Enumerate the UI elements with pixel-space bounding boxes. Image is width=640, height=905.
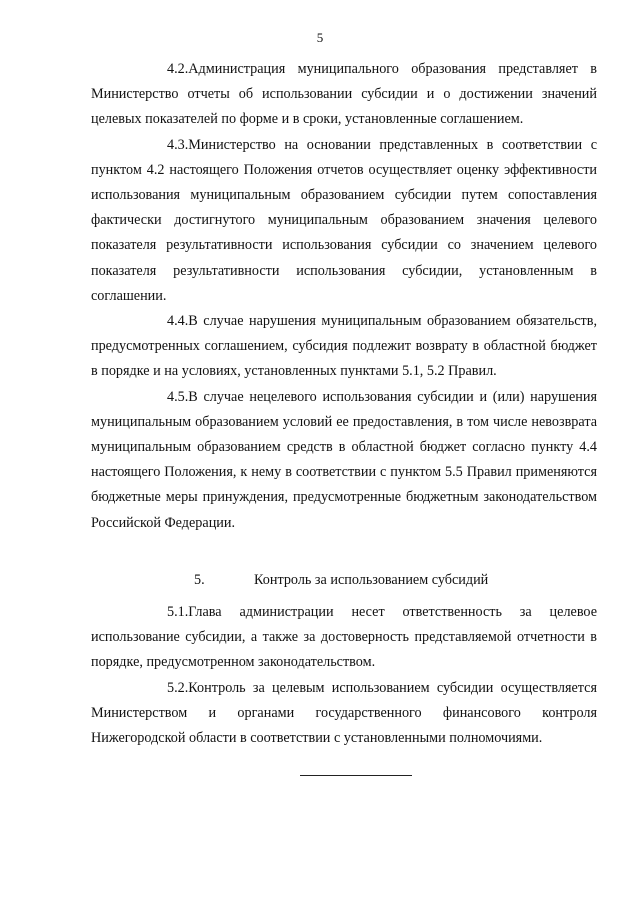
section-number: 5. — [194, 572, 205, 588]
paragraph-number: 5.1. — [167, 604, 189, 620]
section-title: Контроль за использованием субсидий — [254, 572, 489, 588]
paragraph-number: 4.3. — [167, 136, 189, 153]
paragraph-text: В случае нецелевого использования субсидии и (или) нарушения муниципальным образованием условий ее предоставления, в том числе невозврата муниципальным образованием средств в областной бюджет согласно пункту 4.4 настоящего Положения, к нему в соответствии с пунктом 5.5 Правил применяются бюджетные меры принуждения, предусмотренные бюджетным законодательством Российской Федерации. — [91, 388, 597, 531]
paragraph-number: 4.4. — [167, 313, 189, 330]
paragraph-number: 4.5. — [167, 388, 189, 405]
paragraph-5-1 — [91, 600, 597, 676]
paragraph-text: Контроль за целевым использованием субсидии осуществляется Министерством и органами государственного финансового контроля Нижегородской области в соответствии с установленными полномочиями. — [91, 679, 597, 747]
paragraph-4-5 — [91, 385, 597, 536]
paragraph-text: Глава администрации несет ответственность за целевое использование субсидии, а также за достоверность представляемой отчетности в порядке, предусмотренном законодательством. — [91, 604, 597, 671]
section-5-heading — [91, 568, 597, 593]
paragraph-text: Администрация муниципального образования представляет в Министерство отчеты об использовании субсидии и о достижении значений целевых показателей по форме и в сроки, установленные соглашением. — [91, 61, 597, 128]
page-number: 5 — [316, 30, 324, 45]
section-heading — [91, 568, 597, 593]
section-5-body — [91, 600, 597, 751]
paragraph-4-3 — [91, 133, 597, 309]
paragraph-text: Министерство на основании представленных в соответствии с пунктом 4.2 настоящего Положения отчетов осуществляет оценку эффективности использования муниципальным образованием субсидии путем сопоставления фактически достигнутого муниципальным образованием значения целевого показателя результативности использования субсидии со значением целевого показателя результативности использования субсидии, установленным в соглашении. — [91, 136, 597, 304]
paragraph-number: 5.2. — [167, 679, 189, 696]
section-4-body — [91, 57, 597, 536]
paragraph-number: 4.2. — [167, 61, 189, 77]
end-of-document-rule — [300, 775, 412, 776]
paragraph-text: В случае нарушения муниципальным образованием обязательств, предусмотренных соглашением, субсидия подлежит возврату в областной бюджет в порядке и на условиях, установленных пунктами 5.1, 5.2 Правил. — [91, 313, 597, 380]
paragraph-4-2 — [91, 57, 597, 133]
paragraph-4-4 — [91, 309, 597, 385]
paragraph-5-2 — [91, 676, 597, 752]
